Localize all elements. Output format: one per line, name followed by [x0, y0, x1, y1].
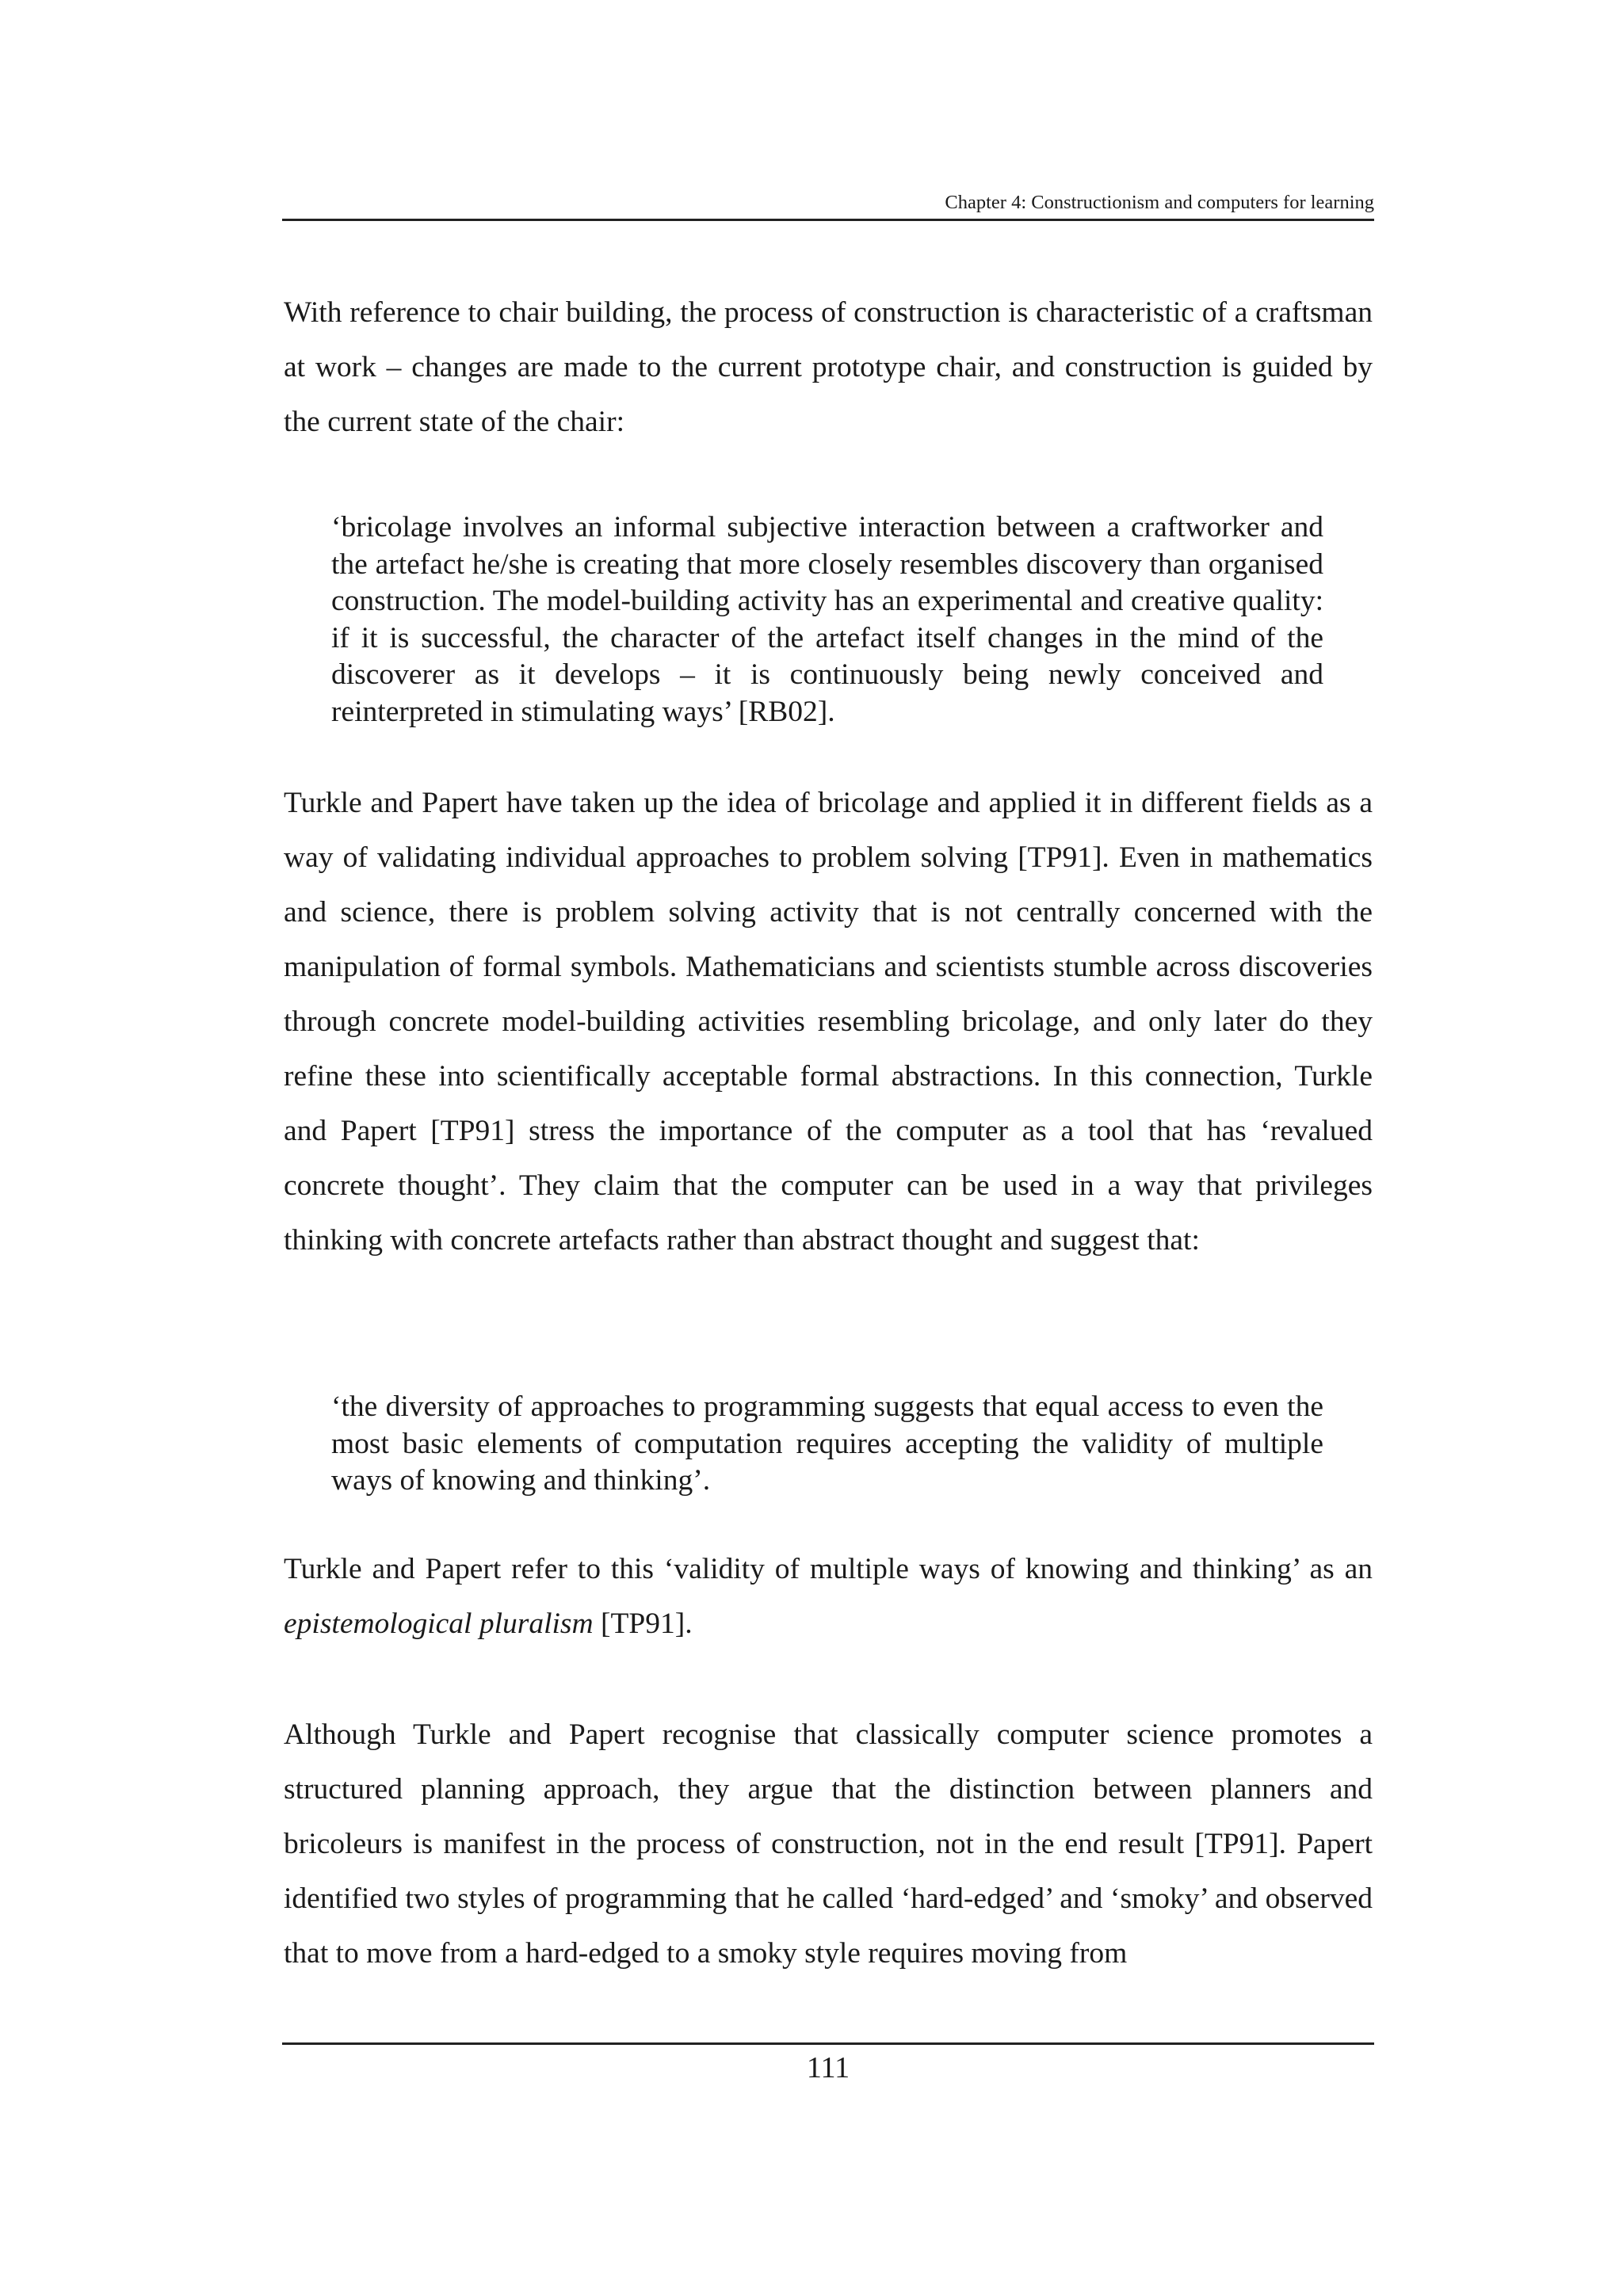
- paragraph-turkle-papert: Turkle and Papert have taken up the idea of bricolage and applied it in different fields as a way of validating individual approaches to problem solving [TP91]. Even in mathematics and science, there is problem solving activity that is not centrally concerned with the manipulation of formal symbols. Mathematicians and scientists stumble across discoveries through concrete model-building activities resembling bricolage, and only later do they refine these into scientifically acceptable formal abstractions. In this connection, Turkle and Papert [TP91] stress the importance of the computer as a tool that has ‘revalued concrete thought’. They claim that the computer can be used in a way that privileges thinking with concrete artefacts rather than abstract thought and suggest that:: [284, 787, 1373, 1257]
- paragraph-chair-building: With reference to chair building, the process of construction is characteristic of a craftsman at work – changes are made to the current prototype chair, and construction is guided by the current state of the chair:: [284, 296, 1373, 438]
- emphasis-term: epistemological pluralism: [284, 1608, 594, 1640]
- header-rule: [282, 219, 1374, 221]
- footer-rule: [282, 2042, 1374, 2045]
- paragraph-text-before: Turkle and Papert refer to this ‘validity of multiple ways of knowing and thinking’ as an: [284, 1553, 1373, 1585]
- running-header: Chapter 4: Constructionism and computers for learning: [945, 192, 1374, 213]
- block-quote-diversity: ‘the diversity of approaches to programming suggests that equal access to even the most basic elements of computation requires accepting the validity of multiple ways of knowing and thinking’.: [331, 1390, 1323, 1497]
- block-quote-bricolage: ‘bricolage involves an informal subjective interaction between a craftworker and the artefact he/she is creating that more closely resembles discovery than organised construction. The model-building activity has an experimental and creative quality: if it is successful, the character of the artefact itself changes in the mind of the discoverer as it develops – it is continuously being newly conceived and reinterpreted in stimulating ways’ [RB02].: [331, 511, 1323, 728]
- paragraph-planners-bricoleurs: Although Turkle and Papert recognise that classically computer science promotes a structured planning approach, they argue that the distinction between planners and bricoleurs is manifest in the process of construction, not in the end result [TP91]. Papert identified two styles of programming that he called ‘hard-edged’ and ‘smoky’ and observed that to move from a hard-edged to a smoky style requires moving from: [284, 1718, 1373, 1970]
- page-number: 111: [806, 2051, 850, 2084]
- paragraph-epistemological-pluralism: [284, 1542, 1373, 1651]
- paragraph-text-after: [TP91].: [593, 1608, 693, 1640]
